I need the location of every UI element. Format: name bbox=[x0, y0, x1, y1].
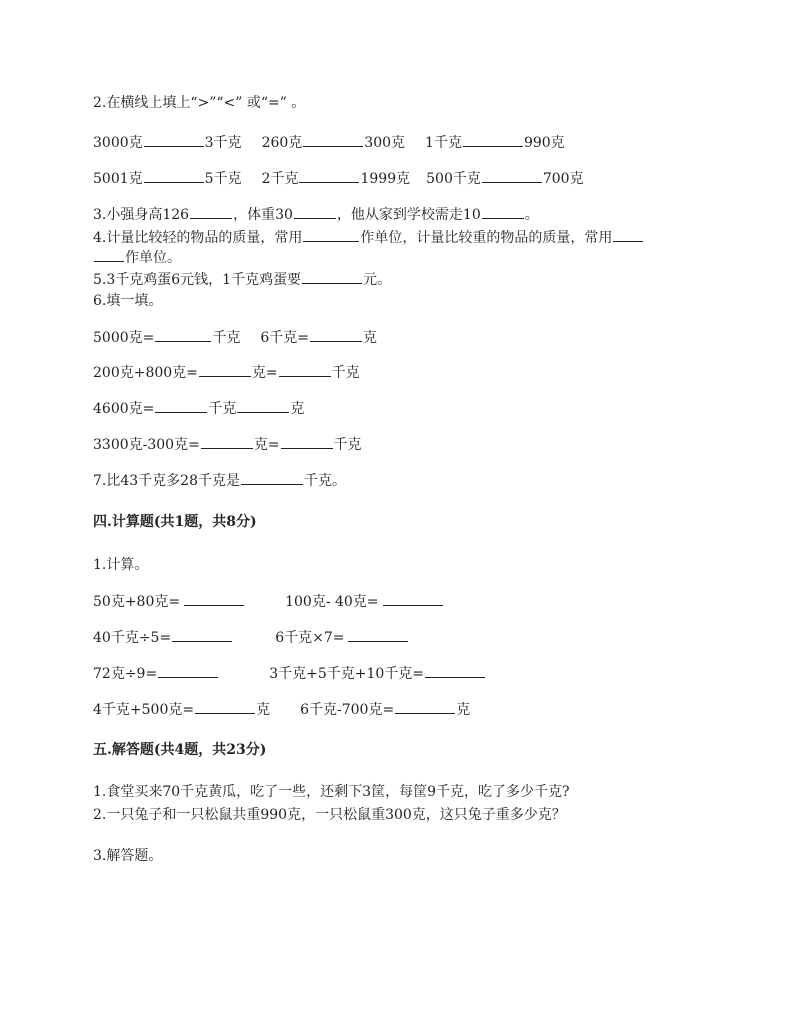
fill-row-3 bbox=[93, 399, 304, 418]
calc-row-3 bbox=[93, 664, 486, 683]
question-text: 作单位，计量比较重的物品的质量，常用 bbox=[360, 230, 613, 246]
question-4-line-1 bbox=[93, 228, 644, 247]
fill-row-2 bbox=[93, 363, 360, 382]
calc-expression: 6千克-700克= bbox=[300, 702, 395, 718]
question-text: 千克 bbox=[208, 401, 237, 417]
question-text: 5000克= bbox=[93, 330, 155, 346]
compare-right: 3千克 bbox=[204, 135, 242, 151]
question-text: 元。 bbox=[363, 272, 392, 288]
answer-blank[interactable] bbox=[172, 628, 232, 642]
calc-expression: 40千克÷5= bbox=[93, 630, 172, 646]
compare-left: 3000克 bbox=[93, 135, 143, 151]
problem-1: 1.食堂买来70千克黄瓜，吃了一些，还剩下3筐，每筐9千克，吃了多少千克? bbox=[93, 784, 570, 800]
question-text: 7.比43千克多28千克是 bbox=[93, 473, 240, 489]
question-text: ，体重30 bbox=[233, 207, 293, 223]
calc-row-1 bbox=[93, 592, 444, 611]
question-text: 克 bbox=[290, 401, 305, 417]
answer-blank[interactable] bbox=[302, 270, 362, 284]
problem-3: 3.解答题。 bbox=[93, 848, 163, 864]
question-text: 。 bbox=[524, 207, 539, 223]
answer-blank[interactable] bbox=[281, 435, 333, 449]
answer-blank[interactable] bbox=[613, 228, 643, 242]
question-text: 3.小强身高126 bbox=[93, 207, 190, 223]
answer-blank[interactable] bbox=[94, 248, 124, 262]
section-5-heading: 五.解答题(共4题，共23分) bbox=[93, 742, 267, 758]
calc-expression: 50克+80克= bbox=[93, 594, 181, 610]
answer-blank[interactable] bbox=[310, 328, 362, 342]
answer-blank[interactable] bbox=[184, 592, 244, 606]
compare-row-1 bbox=[93, 133, 565, 152]
question-text: ，他从家到学校需走10 bbox=[336, 207, 481, 223]
question-2-title: 2.在横线上填上“>”“<” 或“=” 。 bbox=[93, 95, 306, 111]
question-text: 4.计量比较轻的物品的质量，常用 bbox=[93, 230, 303, 246]
question-text: 3300克-300克= bbox=[93, 437, 200, 453]
answer-blank[interactable] bbox=[237, 399, 289, 413]
calc-row-2 bbox=[93, 628, 409, 647]
answer-blank[interactable] bbox=[425, 664, 485, 678]
compare-right: 5千克 bbox=[204, 171, 242, 187]
question-text: 克 bbox=[363, 330, 377, 346]
calc-expression: 克 bbox=[456, 702, 471, 718]
answer-blank[interactable] bbox=[463, 133, 523, 147]
question-text: 5.3千克鸡蛋6元钱，1千克鸡蛋要 bbox=[93, 272, 302, 288]
answer-blank[interactable] bbox=[201, 435, 253, 449]
question-text: 千克。 bbox=[304, 473, 346, 489]
answer-blank[interactable] bbox=[190, 205, 232, 219]
answer-blank[interactable] bbox=[241, 471, 303, 485]
fill-row-1 bbox=[93, 328, 377, 347]
compare-left: 2千克 bbox=[261, 171, 299, 187]
question-text: 千克 bbox=[331, 365, 360, 381]
section-4-heading: 四.计算题(共1题，共8分) bbox=[93, 514, 257, 530]
compare-left: 260克 bbox=[261, 135, 303, 151]
question-text: 千克 bbox=[212, 330, 241, 346]
compare-right: 700克 bbox=[542, 171, 584, 187]
question-text: 200克+800克= bbox=[93, 365, 198, 381]
question-text: 6千克= bbox=[260, 330, 309, 346]
calc-expression: 克 bbox=[256, 702, 271, 718]
answer-blank[interactable] bbox=[482, 169, 542, 183]
answer-blank[interactable] bbox=[482, 205, 524, 219]
question-text: 千克 bbox=[333, 437, 362, 453]
calc-expression: 4千克+500克= bbox=[93, 702, 195, 718]
question-6-title: 6.填一填。 bbox=[93, 293, 163, 309]
answer-blank[interactable] bbox=[195, 700, 255, 714]
compare-left: 1千克 bbox=[425, 135, 462, 151]
question-4-line-2 bbox=[93, 248, 181, 267]
calc-row-4 bbox=[93, 700, 470, 719]
answer-blank[interactable] bbox=[299, 169, 359, 183]
answer-blank[interactable] bbox=[155, 328, 211, 342]
question-7 bbox=[93, 471, 346, 490]
compare-right: 300克 bbox=[364, 135, 406, 151]
answer-blank[interactable] bbox=[199, 363, 251, 377]
compare-right: 1999克 bbox=[360, 171, 411, 187]
compare-left: 500千克 bbox=[426, 171, 481, 187]
answer-blank[interactable] bbox=[155, 399, 207, 413]
answer-blank[interactable] bbox=[144, 169, 204, 183]
section-4-intro: 1.计算。 bbox=[93, 557, 149, 573]
compare-row-2 bbox=[93, 169, 584, 188]
fill-row-4 bbox=[93, 435, 362, 454]
answer-blank[interactable] bbox=[383, 592, 443, 606]
calc-expression: 3千克+5千克+10千克= bbox=[269, 666, 425, 682]
compare-right: 990克 bbox=[523, 135, 565, 151]
question-3 bbox=[93, 205, 539, 224]
answer-blank[interactable] bbox=[144, 133, 204, 147]
answer-blank[interactable] bbox=[348, 628, 408, 642]
question-text: 作单位。 bbox=[125, 250, 181, 266]
problem-2: 2.一只兔子和一只松鼠共重990克，一只松鼠重300克，这只兔子重多少克？ bbox=[93, 807, 566, 823]
answer-blank[interactable] bbox=[294, 205, 336, 219]
compare-left: 5001克 bbox=[93, 171, 143, 187]
question-text: 4600克= bbox=[93, 401, 155, 417]
answer-blank[interactable] bbox=[303, 133, 363, 147]
question-text: 克= bbox=[251, 365, 278, 381]
answer-blank[interactable] bbox=[158, 664, 218, 678]
calc-expression: 100克- 40克= bbox=[285, 594, 379, 610]
answer-blank[interactable] bbox=[279, 363, 331, 377]
calc-expression: 6千克×7= bbox=[275, 630, 345, 646]
answer-blank[interactable] bbox=[303, 228, 359, 242]
answer-blank[interactable] bbox=[395, 700, 455, 714]
question-text: 克= bbox=[253, 437, 280, 453]
question-5 bbox=[93, 270, 391, 289]
calc-expression: 72克÷9= bbox=[93, 666, 158, 682]
